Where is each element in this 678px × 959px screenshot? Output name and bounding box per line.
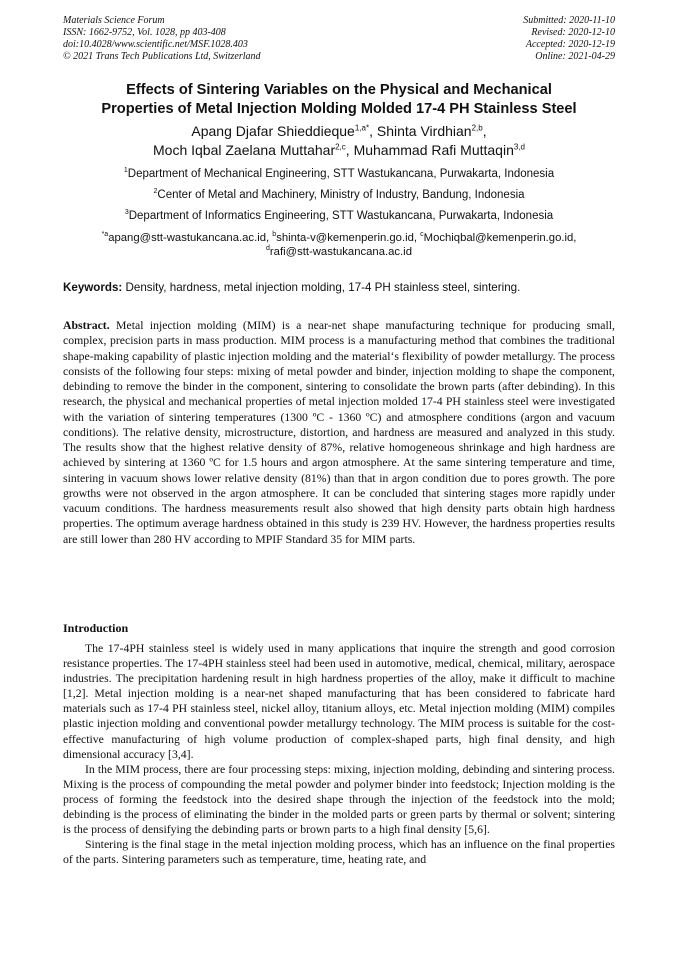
affiliation-text: Department of Mechanical Engineering, STT Wastukancana, Purwakarta, Indonesia <box>127 168 555 180</box>
journal-copyright: © 2021 Trans Tech Publications Ltd, Switzerland <box>63 51 261 62</box>
introduction-body <box>63 641 615 867</box>
paragraph: In the MIM process, there are four processing steps: mixing, injection molding, debinding and sintering process. Mixing is the process of compounding the metal powder and polymer binder into feedstock; Injection molding is the process of forming the feedstock into the desired shape through the injection of the feedstock into the mold; debinding is the process of eliminating the binder in the molded parts or green parts by thermal or solvent; sintering is the process of densifying the debinding parts or brown parts to a high final density [5,6]. <box>63 762 615 837</box>
email-mark: c <box>420 231 424 239</box>
journal-name: Materials Science Forum <box>63 15 165 26</box>
journal-header <box>63 15 615 63</box>
email-mark: b <box>272 231 277 239</box>
affiliation-3 <box>40 209 638 223</box>
author-separator: , <box>482 123 487 139</box>
date-revised: Revised: 2020-12-10 <box>531 27 615 38</box>
author-affiliation-mark: 2,c <box>335 142 346 152</box>
section-heading-introduction: Introduction <box>63 621 129 635</box>
affiliation-number: 2 <box>153 188 158 196</box>
email-line <box>40 245 638 259</box>
affiliation-number: 3 <box>124 209 129 217</box>
email-address: shinta-v@kemenperin.go.id, <box>276 232 421 244</box>
email-line <box>40 231 638 245</box>
abstract-label: Abstract. <box>63 319 110 332</box>
title-line: Effects of Sintering Variables on the Physical and Mechanical <box>126 82 552 98</box>
author-line <box>40 141 638 160</box>
paper-title <box>63 81 615 119</box>
keywords <box>63 281 615 295</box>
author-name: Shinta Virdhian <box>376 123 472 139</box>
paragraph: The 17-4PH stainless steel is widely used in many applications that inquire the strength and good corrosion resistance properties. The 17-4PH stainless steel had been used in automotive, medical, chemical, military, aerospace industries. The precipitation hardening result in high hardness properties of the alloy, make it difficult to machine [1,2]. Metal injection molding is a near-net shaped manufacturing that has been considered to fabricate hard materials such as 17-4 PH stainless steel, nickel alloy, titanium alloys, etc. Metal injection molding (MIM) compiles plastic injection molding and conventional powder metallurgy technology. The MIM process is suitable for the cost-effective manufacturing of high volume production of complex-shaped parts, high final density, and high dimensional accuracy [3,4]. <box>63 642 615 761</box>
paragraph: Sintering is the final stage in the metal injection molding process, which has an influence on the final properties of the parts. Sintering parameters such as temperature, time, heating rate, and <box>63 838 615 867</box>
author-name: Apang Djafar Shieddieque <box>191 123 355 139</box>
date-online: Online: 2021-04-29 <box>535 51 615 62</box>
author-list <box>40 122 638 160</box>
email-mark: d <box>266 245 270 253</box>
email-address: apang@stt-wastukancana.ac.id, <box>108 232 273 244</box>
affiliation-2 <box>40 188 638 202</box>
author-emails <box>40 231 638 259</box>
author-name: Muhammad Rafi Muttaqin <box>353 142 514 158</box>
publication-dates <box>523 15 615 63</box>
email-mark: *a <box>101 231 109 239</box>
email-address: rafi@stt-wastukancana.ac.id <box>269 246 412 258</box>
abstract <box>63 318 615 547</box>
affiliation-text: Center of Metal and Machinery, Ministry of Industry, Bandung, Indonesia <box>157 189 525 201</box>
journal-info <box>63 15 261 63</box>
author-line <box>40 122 638 141</box>
keywords-label: Keywords: <box>63 281 123 294</box>
keywords-text: Density, hardness, metal injection molding, 17-4 PH stainless steel, sintering. <box>122 281 521 294</box>
affiliation-1 <box>40 167 638 181</box>
date-accepted: Accepted: 2020-12-19 <box>525 39 615 50</box>
author-affiliation-mark: 2,b <box>471 123 483 133</box>
author-separator: , <box>345 142 354 158</box>
journal-issn: ISSN: 1662-9752, Vol. 1028, pp 403-408 <box>63 27 226 38</box>
date-submitted: Submitted: 2020-11-10 <box>523 15 615 26</box>
author-affiliation-mark: 3,d <box>513 142 525 152</box>
affiliation-text: Department of Informatics Engineering, STT Wastukancana, Purwakarta, Indonesia <box>128 210 554 222</box>
affiliation-number: 1 <box>123 167 128 175</box>
journal-doi: doi:10.4028/www.scientific.net/MSF.1028.403 <box>63 39 248 50</box>
author-affiliation-mark: 1,a* <box>354 123 370 133</box>
title-line: Properties of Metal Injection Molding Molded 17-4 PH Stainless Steel <box>101 101 577 117</box>
author-name: Moch Iqbal Zaelana Muttahar <box>153 142 336 158</box>
author-separator: , <box>369 123 377 139</box>
email-address: Mochiqbal@kemenperin.go.id, <box>423 232 577 244</box>
abstract-text: Metal injection molding (MIM) is a near-net shape manufacturing technique for producing small, complex, precision parts in mass production. MIM process is a manufacturing method that combines the traditional shape-making capability of plastic injection molding and the material‘s flexibility of powder metallurgy. The process consists of the following four steps: mixing of metal powder and binder, injection molding to shape the component, debinding to remove the binder in the component, sintering to consolidate the brown parts (after debinding). In this research, the physical and mechanical properties of metal injection molded 17-4 PH stainless steel were investigated with the variation of sintering temperatures (1300 ºC - 1360 ºC) and atmosphere conditions (argon and vacuum conditions). The relative density, microstructure, distortion, and hardness are measured and analyzed in this study. The results show that the highest relative density of 87%, relative homogeneous shrinkage and high hardness are achieved by sintering at 1360 ºC for 1.5 hours and argon atmosphere. At the same sintering temperature and time, sintering in vacuum shows lower relative density (81%) than that in argon condition due to pores growth. The pore growths were not observed in the argon atmosphere. It can be concluded that sintering stages more rapidly under vacuum conditions. The hardness measurements result also showed that high density parts obtain high hardness properties. The optimum average hardness obtained in this study is 239 HV. However, the hardness properties results are still lower than 280 HV according to MPIF Standard 35 for MIM parts. <box>63 319 615 546</box>
